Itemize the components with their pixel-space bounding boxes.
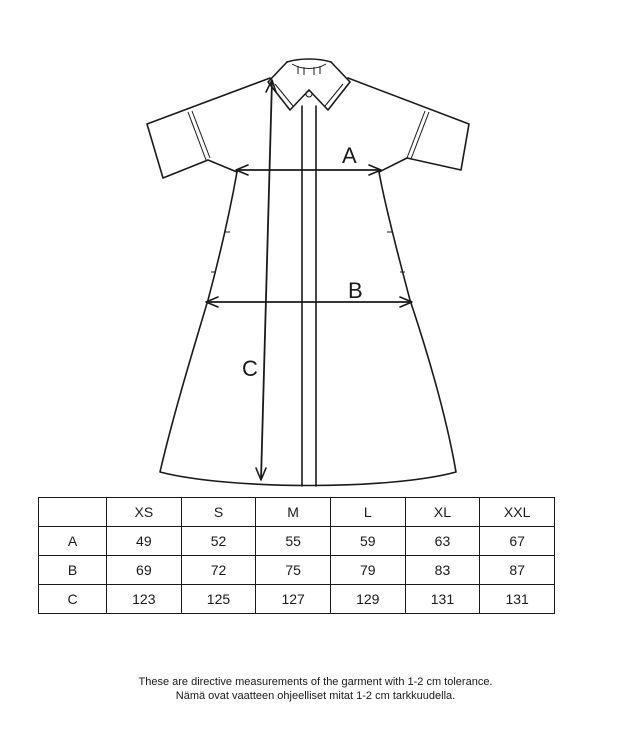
table-cell: 87 — [480, 556, 555, 585]
header-cell-size: XS — [107, 498, 182, 527]
table-row — [39, 585, 555, 614]
header-cell-size: S — [181, 498, 256, 527]
dimension-c — [256, 80, 276, 480]
dimension-b — [206, 297, 412, 307]
header-cell-size: XXL — [480, 498, 555, 527]
table-cell: 129 — [330, 585, 405, 614]
table-row — [39, 556, 555, 585]
dress-outline — [147, 59, 469, 486]
table-cell: 131 — [480, 585, 555, 614]
header-cell-size: M — [256, 498, 331, 527]
row-label: C — [39, 585, 107, 614]
label-b: B — [348, 278, 363, 303]
table-cell: 123 — [107, 585, 182, 614]
table-header-row — [39, 498, 555, 527]
table-cell: 49 — [107, 527, 182, 556]
size-table — [38, 497, 555, 614]
row-label: B — [39, 556, 107, 585]
label-c: C — [242, 356, 258, 381]
table-cell: 75 — [256, 556, 331, 585]
header-cell-corner — [39, 498, 107, 527]
header-cell-size: L — [330, 498, 405, 527]
table-cell: 131 — [405, 585, 480, 614]
table-cell: 55 — [256, 527, 331, 556]
table-cell: 52 — [181, 527, 256, 556]
note-english: These are directive measurements of the garment with 1-2 cm tolerance. — [138, 676, 493, 688]
header-cell-size: XL — [405, 498, 480, 527]
label-a: A — [342, 143, 357, 168]
table-cell: 59 — [330, 527, 405, 556]
dimension-a — [236, 165, 381, 175]
table-cell: 125 — [181, 585, 256, 614]
note-finnish: Nämä ovat vaatteen ohjeelliset mitat 1-2 cm tarkkuudella. — [175, 690, 456, 702]
table-cell: 127 — [256, 585, 331, 614]
row-label: A — [39, 527, 107, 556]
tolerance-note — [0, 675, 631, 703]
table-cell: 69 — [107, 556, 182, 585]
table-row — [39, 527, 555, 556]
table-cell: 72 — [181, 556, 256, 585]
table-cell: 83 — [405, 556, 480, 585]
table-cell: 79 — [330, 556, 405, 585]
table-cell: 67 — [480, 527, 555, 556]
table-cell: 63 — [405, 527, 480, 556]
